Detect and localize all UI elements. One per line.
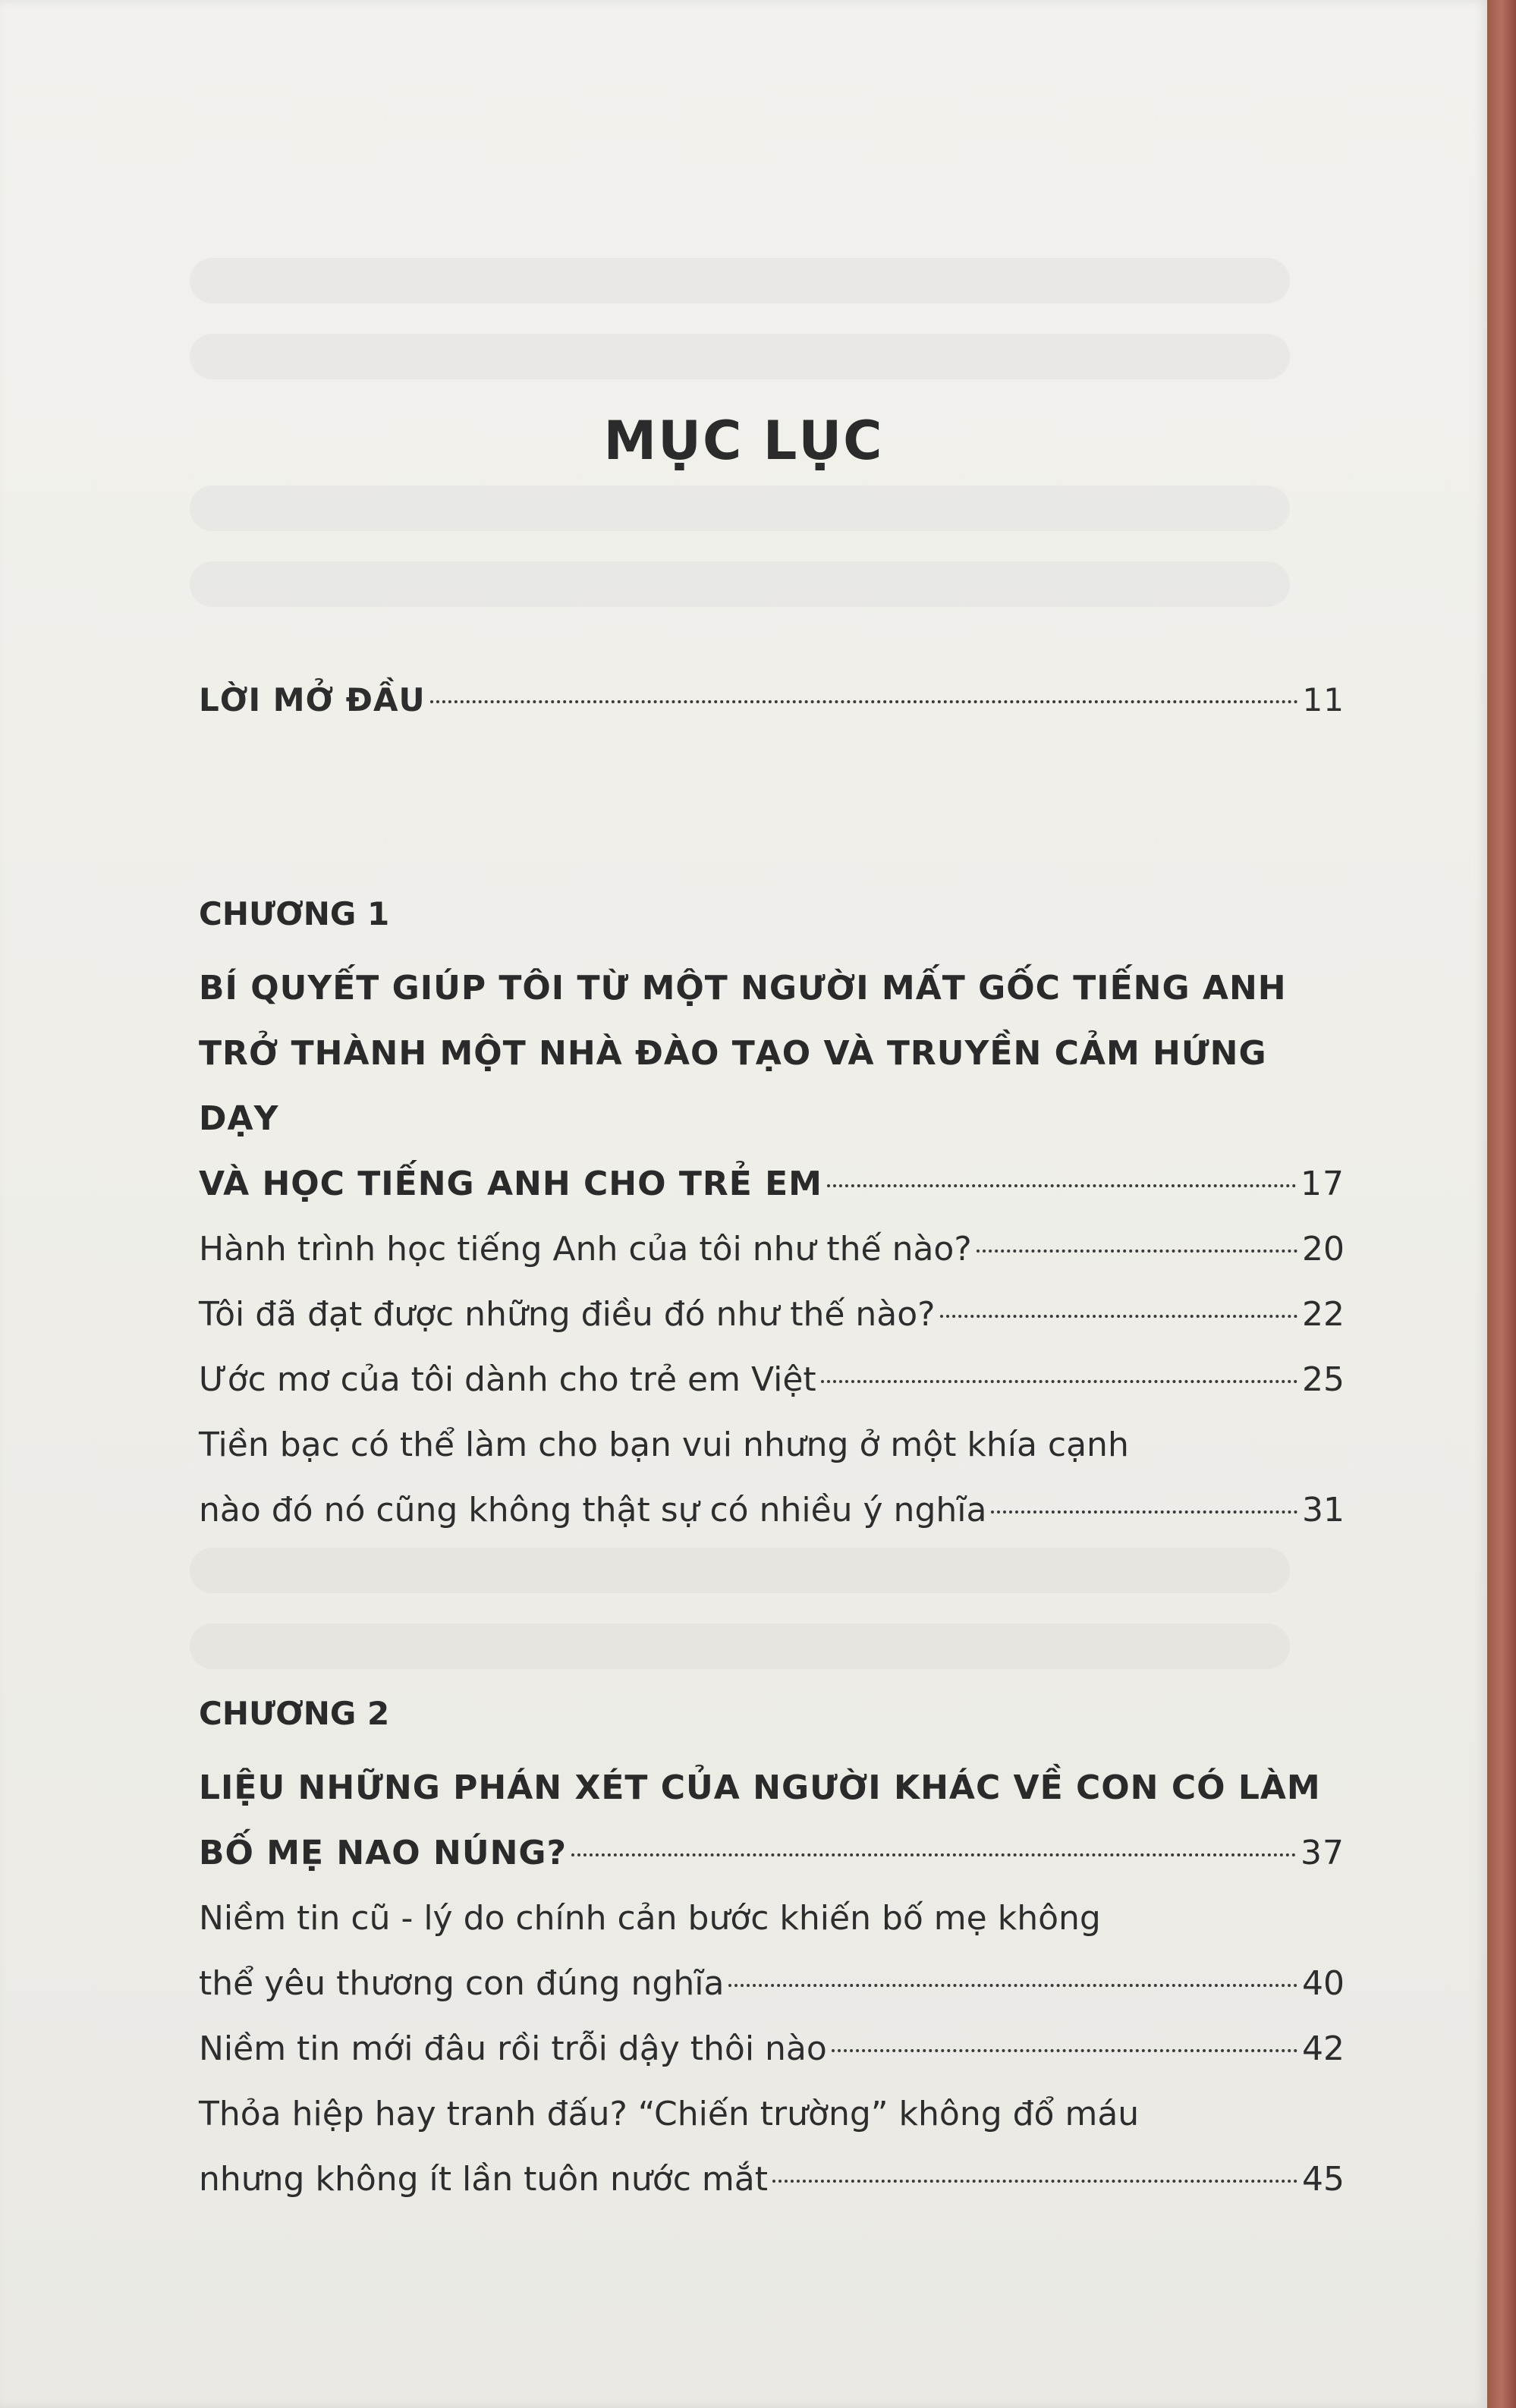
toc-entry[interactable] <box>199 1282 1345 1347</box>
dot-leader <box>821 1379 1297 1383</box>
dot-leader <box>827 1184 1296 1187</box>
toc-entry[interactable] <box>199 1347 1345 1413</box>
toc-page-number: 25 <box>1302 1360 1345 1399</box>
toc-entry-multiline[interactable] <box>199 1413 1345 1543</box>
chapter-1-section <box>199 895 1345 1543</box>
toc-entry-multiline[interactable] <box>199 1886 1345 2017</box>
table-of-contents <box>199 668 1345 2212</box>
heading-line: BÍ QUYẾT GIÚP TÔI TỪ MỘT NGƯỜI MẤT GỐC TIẾNG ANH <box>199 969 1287 1008</box>
toc-page-number: 42 <box>1302 2029 1345 2068</box>
toc-page-number: 20 <box>1302 1230 1345 1268</box>
toc-entry-title-line: Niềm tin cũ - lý do chính cản bước khiến bố mẹ không <box>199 1899 1101 1938</box>
toc-entry-line-with-page <box>199 1478 1345 1543</box>
toc-entry-multiline[interactable] <box>199 2082 1345 2212</box>
dot-leader <box>991 1510 1297 1514</box>
heading-line-with-page <box>199 1152 1345 1217</box>
show-through-line <box>190 486 1290 531</box>
toc-page-number: 37 <box>1301 1834 1345 1872</box>
toc-entry-title-line: nào đó nó cũng không thật sự có nhiều ý nghĩa <box>199 1491 987 1529</box>
toc-entry-title-line: nhưng không ít lần tuôn nước mắt <box>199 2160 768 2199</box>
toc-page-number: 22 <box>1302 1295 1345 1334</box>
heading-line-with-page <box>199 1821 1345 1886</box>
dot-leader <box>772 2179 1297 2183</box>
toc-entry-title: Tôi đã đạt được những điều đó như thế nào? <box>199 1295 936 1334</box>
dot-leader <box>977 1249 1297 1253</box>
toc-entry-title: Ước mơ của tôi dành cho trẻ em Việt <box>199 1360 816 1399</box>
chapter-1-heading[interactable] <box>199 956 1345 1217</box>
show-through-line <box>190 258 1290 303</box>
chapter-2-section <box>199 1695 1345 2212</box>
heading-line: VÀ HỌC TIẾNG ANH CHO TRẺ EM <box>199 1165 822 1203</box>
intro-section <box>199 668 1345 751</box>
heading-line: TRỞ THÀNH MỘT NHÀ ĐÀO TẠO VÀ TRUYỀN CẢM HỨNG DẠY <box>199 1034 1267 1138</box>
dot-leader <box>430 699 1298 703</box>
toc-entry-title-line: Thỏa hiệp hay tranh đấu? “Chiến trường” không đổ máu <box>199 2095 1140 2133</box>
toc-entry-title-line: thể yêu thương con đúng nghĩa <box>199 1964 725 2003</box>
toc-entry[interactable] <box>199 1217 1345 1282</box>
dot-leader <box>832 2048 1297 2052</box>
toc-page-number: 40 <box>1302 1964 1345 2003</box>
page-title: MỤC LỤC <box>603 410 884 472</box>
toc-entry-line-with-page <box>199 2147 1345 2212</box>
dot-leader <box>728 1983 1297 1987</box>
chapter-2-heading[interactable] <box>199 1756 1345 1886</box>
toc-entry-title: Niềm tin mới đâu rồi trỗi dậy thôi nào <box>199 2029 827 2068</box>
heading-line: LIỆU NHỮNG PHÁN XÉT CỦA NGƯỜI KHÁC VỀ CON CÓ LÀM <box>199 1768 1321 1807</box>
show-through-line <box>190 561 1290 607</box>
toc-page-number: 45 <box>1302 2160 1345 2199</box>
toc-entry-title-line: Tiền bạc có thể làm cho bạn vui nhưng ở một khía cạnh <box>199 1426 1129 1464</box>
toc-entry[interactable] <box>199 2017 1345 2082</box>
heading-line: BỐ MẸ NAO NÚNG? <box>199 1834 568 1872</box>
toc-entry-intro[interactable] <box>199 668 1345 733</box>
toc-entry-label: LỜI MỞ ĐẦU <box>199 681 426 718</box>
show-through-line <box>190 334 1290 379</box>
chapter-1-label: CHƯƠNG 1 <box>199 895 390 932</box>
dot-leader <box>571 1853 1296 1856</box>
dot-leader <box>940 1314 1297 1318</box>
chapter-2-label: CHƯƠNG 2 <box>199 1695 390 1732</box>
book-page-edge <box>1487 0 1516 2408</box>
toc-entry-line-with-page <box>199 1951 1345 2017</box>
toc-page-number: 11 <box>1302 681 1345 718</box>
toc-page-number: 31 <box>1302 1491 1345 1529</box>
toc-entry-title: Hành trình học tiếng Anh của tôi như thế nào? <box>199 1230 972 1268</box>
toc-page-number: 17 <box>1301 1165 1345 1203</box>
